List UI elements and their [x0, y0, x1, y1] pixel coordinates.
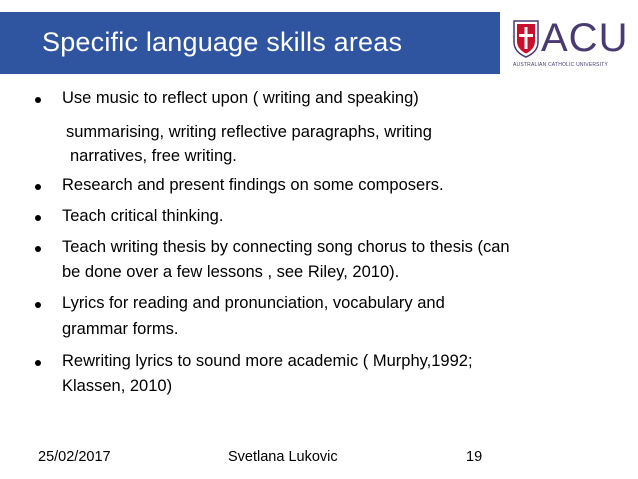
footer-page-number: 19 — [466, 449, 483, 465]
bullet-item-lyrics-line-1: Lyrics for reading and pronunciation, vocabulary and — [62, 294, 445, 312]
sub-item-line-2: narratives, free writing. — [70, 147, 237, 165]
bullet-item-lyrics-line-2: grammar forms. — [62, 320, 179, 338]
bullet-dot — [35, 215, 41, 221]
bullet-dot — [35, 97, 41, 103]
bullet-item-rewriting-line-1: Rewriting lyrics to sound more academic ( Murphy,1992; — [62, 352, 473, 370]
shield-icon — [513, 20, 539, 58]
slide-title: Specific language skills areas — [42, 27, 403, 57]
sub-item-line-1: summarising, writing reflective paragraphs, writing — [66, 123, 432, 141]
footer-author: Svetlana Lukovic — [228, 449, 338, 465]
logo-wordmark: ACU — [541, 16, 629, 60]
bullet-item-rewriting-line-2: Klassen, 2010) — [62, 377, 173, 395]
bullet-item-thesis-line-2: be done over a few lessons , see Riley, 2010). — [62, 263, 400, 281]
acu-logo — [513, 16, 631, 72]
bullet-dot — [35, 360, 41, 366]
bullet-dot — [35, 246, 41, 252]
bullet-item-thesis-line-1: Teach writing thesis by connecting song chorus to thesis (can — [62, 238, 510, 256]
footer-date: 25/02/2017 — [38, 449, 111, 465]
bullet-item-research: Research and present findings on some composers. — [62, 176, 444, 194]
bullet-dot — [35, 184, 41, 190]
bullet-item-critical-thinking: Teach critical thinking. — [62, 207, 224, 225]
bullet-item-music-reflect: Use music to reflect upon ( writing and speaking) — [62, 89, 419, 107]
bullet-dot — [35, 302, 41, 308]
logo-subtitle: AUSTRALIAN CATHOLIC UNIVERSITY — [513, 62, 609, 68]
